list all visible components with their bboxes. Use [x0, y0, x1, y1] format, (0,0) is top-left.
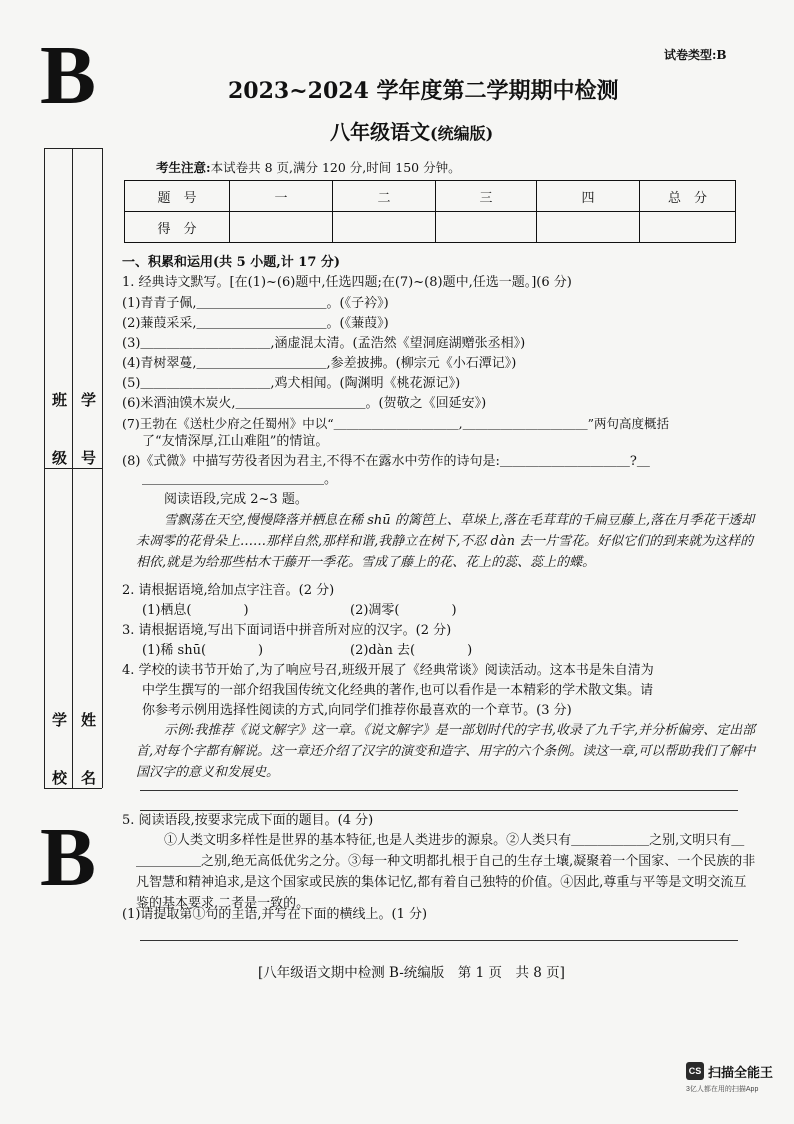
score-table	[124, 180, 736, 243]
student-number-label: 学 号	[79, 392, 97, 479]
score-table-score-row	[125, 212, 736, 243]
question-3-item: (1)稀 shū( )	[142, 643, 264, 658]
exam-subtitle	[330, 116, 493, 145]
name-label: 姓 名	[79, 712, 97, 799]
question-1-item: (5)＿＿＿＿＿＿＿＿＿＿,鸡犬相闻。(陶渊明《桃花源记》)	[122, 376, 461, 391]
scanner-tagline: 3亿人都在用的扫描App	[686, 1086, 759, 1093]
question-1-item: (4)青树翠蔓,＿＿＿＿＿＿＿＿＿＿,参差披拂。(柳宗元《小石潭记》)	[122, 356, 517, 371]
example-text: 示例:我推荐《说文解字》这一章。《说文解字》是一部划时代的字书,收录了九千字,并分析偏旁、定出部首,对每个字都有解说。这一章还介绍了汉字的演变和造字、用字的六个条例。读这一章,可以帮助我们了解中国汉字的意义和发展史。	[136, 723, 756, 780]
question-1-item: (6)米酒油馍木炭火,＿＿＿＿＿＿＿＿＿＿。(贺敬之《回延安》)	[122, 396, 487, 411]
question-1-item: (3)＿＿＿＿＿＿＿＿＿＿,涵虚混太清。(孟浩然《望洞庭湖赠张丞相》)	[122, 336, 526, 351]
answer-line[interactable]	[140, 810, 738, 811]
question-4-example	[136, 720, 756, 783]
paper-version-letter: B	[40, 29, 97, 122]
question-3: 3. 请根据语境,写出下面词语中拼音所对应的汉字。(2 分)	[122, 623, 452, 638]
paper-type-label: 试卷类型:B	[664, 48, 727, 62]
exam-notice	[156, 158, 461, 176]
school-label: 学 校	[50, 712, 68, 799]
passage-intro: 阅读语段,完成 2~3 题。	[164, 492, 308, 507]
answer-line[interactable]	[140, 790, 738, 791]
paper-version-letter-lower: B	[40, 811, 97, 904]
class-label: 班 级	[50, 392, 68, 479]
score-input-cell[interactable]	[333, 212, 436, 243]
binding-divider	[44, 148, 102, 149]
answer-line[interactable]	[140, 940, 738, 941]
binding-divider	[102, 148, 103, 788]
question-5-item: (1)请提取第①句的主语,并写在下面的横线上。(1 分)	[122, 907, 428, 922]
score-table-cell: 总 分	[640, 181, 736, 212]
score-table-cell: 四	[537, 181, 640, 212]
score-table-cell: 题 号	[125, 181, 230, 212]
reading-passage	[136, 510, 756, 573]
question-4: 4. 学校的读书节开始了,为了响应号召,班级开展了《经典常谈》阅读活动。这本书是朱自清为	[122, 663, 654, 678]
question-2: 2. 请根据语境,给加点字注音。(2 分)	[122, 583, 335, 598]
edition-name: (统编版)	[430, 124, 494, 143]
score-table-cell: 得 分	[125, 212, 230, 243]
question-1-item: (2)蒹葭采采,＿＿＿＿＿＿＿＿＿＿。(《蒹葭》)	[122, 316, 389, 331]
score-input-cell[interactable]	[537, 212, 640, 243]
passage-text: 雪飘荡在天空,慢慢降落并栖息在稀 shū 的篱笆上、草垛上,落在毛茸茸的千扁豆藤上,落在月季花干透却未凋零的花骨朵上……那样自然,那样和谐,我静立在树下,不忍 dàn 去一片雪花。好似它们的到来就为这样的相依,就是为给那些枯木干藤开一季花。雪成了藤上的花、花上的蕊、蕊上的蝶。	[136, 513, 755, 570]
score-input-cell[interactable]	[640, 212, 736, 243]
question-2-item: (1)栖息( )	[142, 603, 249, 618]
question-1-item: (7)王勃在《送杜少府之任蜀州》中以“＿＿＿＿＿＿＿＿＿＿,＿＿＿＿＿＿＿＿＿＿”两句高度概括	[122, 416, 669, 431]
score-table-cell: 三	[436, 181, 537, 212]
subject-name: 八年级语文	[330, 120, 430, 144]
section-heading: 一、积累和运用(共 5 小题,计 17 分)	[122, 255, 341, 270]
question-5-passage	[136, 830, 756, 914]
question-1-item-continued: 了“友情深厚,江山难阻”的情谊。	[142, 434, 329, 449]
notice-label: 考生注意:	[156, 160, 211, 175]
question-3-item: (2)dàn 去( )	[350, 643, 473, 658]
question-1-item-continued: ＿＿＿＿＿＿＿＿＿＿＿＿＿＿。	[142, 472, 338, 487]
question-4-continued: 你参考示例用选择性阅读的方式,向同学们推荐你最喜欢的一个章节。(3 分)	[142, 703, 572, 718]
notice-text: 本试卷共 8 页,满分 120 分,时间 150 分钟。	[210, 160, 461, 175]
question-1-item: (8)《式微》中描写劳役者因为君主,不得不在露水中劳作的诗句是:＿＿＿＿＿＿＿＿＿＿?＿	[122, 454, 650, 469]
question-5: 5. 阅读语段,按要求完成下面的题目。(4 分)	[122, 813, 374, 828]
page-footer: [八年级语文期中检测 B-统编版 第 1 页 共 8 页]	[258, 965, 565, 981]
exam-title: 2023~2024 学年度第二学期期中检测	[228, 78, 619, 104]
scanner-logo-icon: CS	[686, 1062, 704, 1080]
score-input-cell[interactable]	[230, 212, 333, 243]
score-table-header-row	[125, 181, 736, 212]
score-table-cell: 一	[230, 181, 333, 212]
scanner-app-name: 扫描全能王	[708, 1065, 774, 1080]
question-1: 1. 经典诗文默写。[在(1)~(6)题中,任选四题;在(7)~(8)题中,任选一题。](6 分)	[122, 275, 572, 290]
score-input-cell[interactable]	[436, 212, 537, 243]
question-4-continued: 中学生撰写的一部介绍我国传统文化经典的著作,也可以看作是一本精彩的学术散文集。请	[142, 683, 654, 698]
question-5-passage-text: ①人类文明多样性是世界的基本特征,也是人类进步的源泉。②人类只有＿＿＿＿＿＿之别,文明只有＿＿＿＿＿＿之别,绝无高低优劣之分。③每一种文明都扎根于自己的生存土壤,凝聚着一个国家、一个民族的非凡智慧和精神追求,是这个国家或民族的集体记忆,都有着自己独特的价值。④因此,尊重与平等是文明交流互鉴的基本要求,二者是一致的。	[136, 833, 756, 911]
question-2-item: (2)凋零( )	[350, 603, 457, 618]
score-table-cell: 二	[333, 181, 436, 212]
question-1-item: (1)青青子佩,＿＿＿＿＿＿＿＿＿＿。(《子衿》)	[122, 296, 389, 311]
